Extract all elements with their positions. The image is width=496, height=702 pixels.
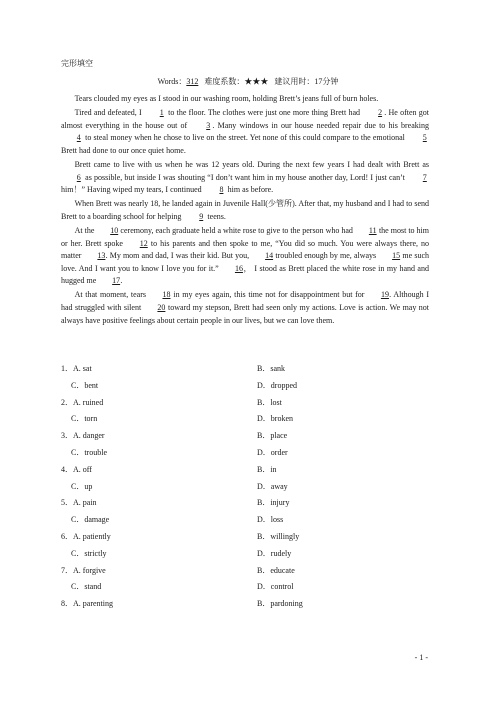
option-row xyxy=(61,464,429,481)
option-left: 8．A. parenting xyxy=(61,599,113,609)
cloze-blank: 3 xyxy=(206,120,211,130)
passage-paragraph xyxy=(61,159,429,197)
option-left: 5．A. pain xyxy=(61,498,97,508)
option-right: D．away xyxy=(257,481,288,491)
cloze-blank: 1 xyxy=(159,108,164,118)
passage-text: him as before. xyxy=(225,185,274,195)
passage-text: At that moment, tears xyxy=(74,290,149,300)
passage-text: troubled enough by me, always xyxy=(273,251,379,261)
option-row xyxy=(61,481,429,498)
option-right: B．sank xyxy=(257,364,285,373)
option-right: B．lost xyxy=(257,397,282,407)
section-title: 完形填空 xyxy=(61,59,93,68)
option-left: C．stand xyxy=(71,582,102,592)
passage-text: ceremony, each graduate held a white rose to give to the person who had xyxy=(118,225,355,235)
passage-text: him！” Having wiped my tears, I continued xyxy=(61,185,204,195)
cloze-blank: 6 xyxy=(76,172,81,182)
words-label: Words： xyxy=(157,77,187,86)
option-right: D．broken xyxy=(257,414,293,424)
option-row xyxy=(61,447,429,464)
passage-text: . Many windows in our house needed repair due to his breaking xyxy=(212,120,430,130)
option-right: D．control xyxy=(257,582,294,592)
option-left: C．damage xyxy=(71,515,110,525)
passage-text: . My mom and dad, I was their kid. But you, xyxy=(105,251,252,261)
cloze-blank: 7 xyxy=(422,172,427,182)
passage-paragraph xyxy=(61,289,429,327)
option-row xyxy=(61,413,429,430)
passage-text: to his parents and then spoke to me, “You did so much. You were always there, no matter xyxy=(61,238,429,261)
difficulty: 难度系数：★★★ xyxy=(204,77,269,86)
option-right: B．injury xyxy=(257,498,290,508)
passage-text: Tears clouded my eyes as I stood in our washing room, holding Brett’s jeans full of burn holes. xyxy=(74,94,379,103)
option-right: D．order xyxy=(257,447,288,457)
passage-paragraph xyxy=(61,93,429,106)
passage-text: ， I stood as Brett placed the white rose in my hand and hugged me xyxy=(61,263,429,286)
cloze-blank: 9 xyxy=(199,211,204,221)
option-left: 4．A. off xyxy=(61,464,92,474)
option-left: C．strictly xyxy=(71,548,107,558)
option-row xyxy=(61,430,429,447)
answer-options xyxy=(61,363,429,615)
option-left: C．trouble xyxy=(71,447,107,457)
cloze-blank: 8 xyxy=(219,185,224,195)
passage-text: toward my stepson, Brett had seen only my actions. Love is action. We may not always have positive feelings about certain people in our lives, but we can love them. xyxy=(61,303,429,325)
passage-meta xyxy=(0,76,496,87)
passage-text: Tired and defeated, I xyxy=(74,108,144,118)
cloze-blank: 5 xyxy=(422,133,427,143)
option-row xyxy=(61,363,429,380)
cloze-blank: 20 xyxy=(157,303,166,312)
option-row xyxy=(61,598,429,615)
option-left: 6．A. patiently xyxy=(61,531,111,541)
passage-text: me such love. And I want you to know I love you for it.” xyxy=(61,251,430,273)
passage-text: . Although I had struggled with silent xyxy=(61,290,429,312)
cloze-blank: 10 xyxy=(110,225,119,235)
passage-text: Brett had done to our once quiet home. xyxy=(61,145,186,155)
cloze-blank: 12 xyxy=(139,238,148,248)
option-left: C．up xyxy=(71,481,93,491)
option-left: 7．A. forgive xyxy=(61,565,106,575)
option-right: B．willingly xyxy=(257,531,300,541)
page-number: - 1 - xyxy=(414,653,428,662)
option-row xyxy=(61,514,429,531)
option-row xyxy=(61,548,429,565)
passage-text: Brett came to live with us when he was 12 years old. During the next few years I had dealt with Brett as xyxy=(74,159,429,169)
cloze-blank: 11 xyxy=(368,225,377,235)
cloze-blank: 14 xyxy=(265,251,274,261)
cloze-blank: 18 xyxy=(162,290,171,300)
words-value: 312 xyxy=(186,77,199,86)
option-right: D．loss xyxy=(257,515,284,525)
option-right: D．rudely xyxy=(257,548,292,558)
cloze-blank: 19 xyxy=(380,290,389,300)
cloze-blank: 17 xyxy=(112,276,121,286)
cloze-blank: 15 xyxy=(392,251,401,261)
cloze-blank: 16 xyxy=(234,263,243,273)
option-right: B．place xyxy=(257,431,288,441)
option-left: C．torn xyxy=(71,414,98,424)
passage-paragraph xyxy=(61,225,429,288)
passage-text: When Brett was nearly 18, he landed again in Juvenile Hall(少管所). After that, my husband and I had to send Brett to a boarding school for helping xyxy=(61,199,429,221)
option-row xyxy=(61,397,429,414)
option-left: C．bent xyxy=(71,380,99,390)
passage-text: to the floor. The clothes were just one more thing Brett had xyxy=(165,108,363,118)
option-row xyxy=(61,497,429,514)
cloze-passage xyxy=(61,93,429,329)
passage-paragraph xyxy=(61,107,429,157)
option-right: B．in xyxy=(257,464,277,474)
option-row xyxy=(61,531,429,548)
passage-text: At the xyxy=(74,225,97,235)
option-right: B．pardoning xyxy=(257,599,303,609)
option-row xyxy=(61,565,429,582)
option-left: 2．A. ruined xyxy=(61,397,104,407)
option-right: D．dropped xyxy=(257,380,297,390)
option-row xyxy=(61,581,429,598)
cloze-blank: 4 xyxy=(76,133,81,143)
passage-text: . He often got almost everything in the house out of xyxy=(61,108,430,130)
passage-text: to steal money when he chose to live on the street. Yet none of this could compare to the emotional xyxy=(83,133,407,143)
cloze-blank: 2 xyxy=(378,108,383,118)
option-row xyxy=(61,380,429,397)
option-left: 3．A. danger xyxy=(61,431,105,441)
suggested-time: 建议用时：17分钟 xyxy=(274,77,339,86)
passage-paragraph xyxy=(61,198,429,223)
option-right: B．educate xyxy=(257,565,295,575)
cloze-blank: 13 xyxy=(97,251,106,261)
passage-text: as possible, but inside I was shouting “I don’t want him in my house another day, Lord! I just can’t xyxy=(83,172,407,182)
passage-text: teens. xyxy=(205,211,226,221)
option-left: 1．A. sat xyxy=(61,364,92,373)
passage-text: in my eyes again, this time not for disappointment but for xyxy=(170,290,368,300)
passage-text: the most to him or her. Brett spoke xyxy=(61,225,429,248)
passage-text: . xyxy=(120,276,123,286)
